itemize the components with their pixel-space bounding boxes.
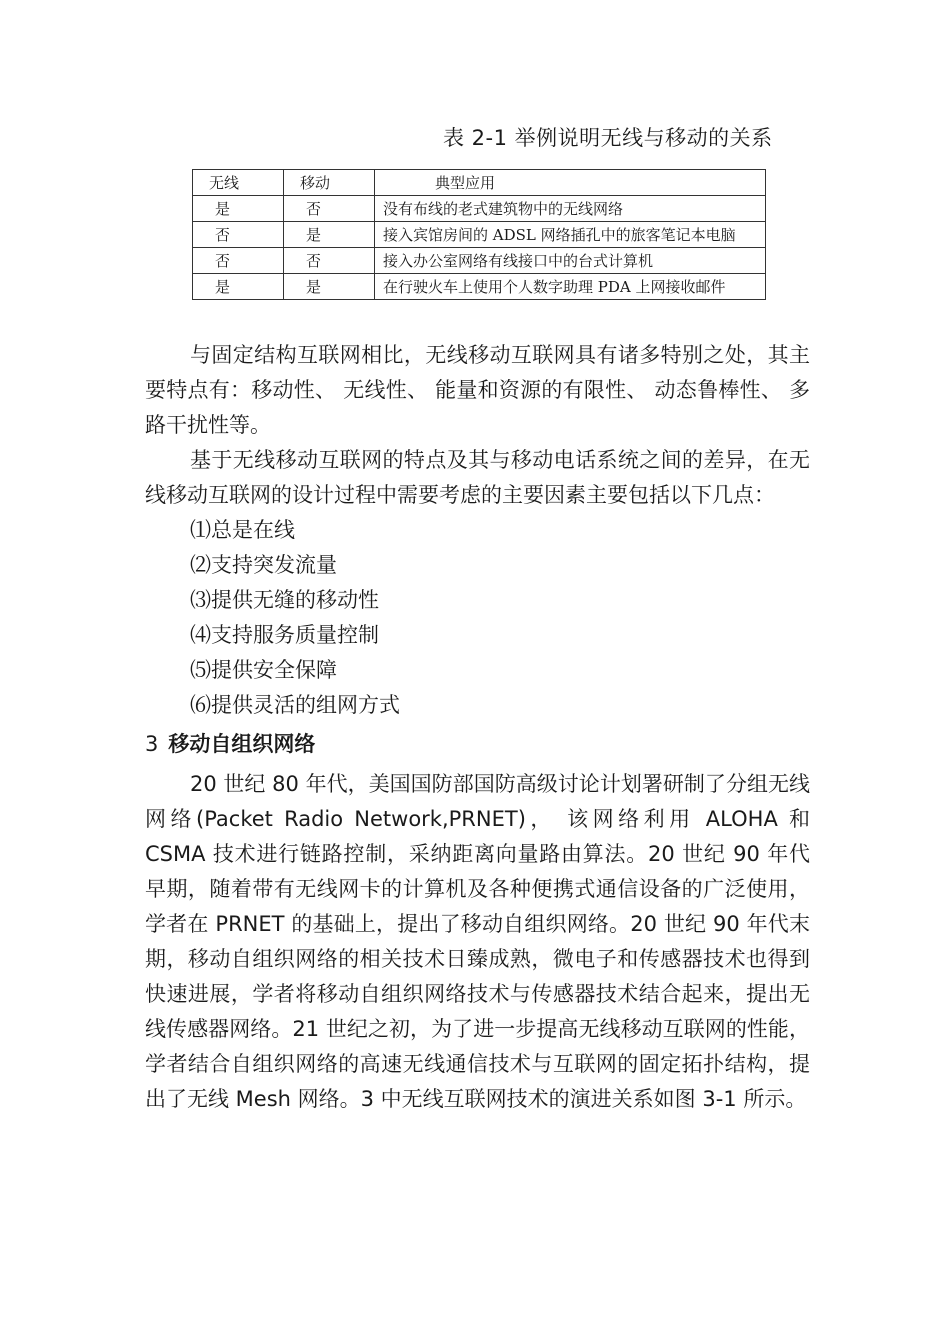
header-mobile: 移动 <box>284 170 375 196</box>
cell-application: 接入宾馆房间的 ADSL 网络插孔中的旅客笔记本电脑 <box>375 222 766 248</box>
cell-application: 没有布线的老式建筑物中的无线网络 <box>375 196 766 222</box>
cell-mobile: 是 <box>284 274 375 300</box>
table-row <box>193 248 766 274</box>
list-item: ⑹提供灵活的组网方式 <box>190 693 400 717</box>
paragraph-manet-history: 20 世纪 80 年代，美国国防部国防高级讨论计划署研制了分组无线网络(Packet Radio Network,PRNET)， 该网络利用 ALOHA 和 CSMA 技术进行链路控制，采纳距离向量路由算法。20 世纪 90 年代早期，随着带有无线网卡的计算机及各种便携式通信设备的广泛使用，学者在 PRNET 的基础上，提出了移动自组织网络。20 世纪 90 年代末期，移动自组织网络的相关技术日臻成熟，微电子和传感器技术也得到快速进展，学者将移动自组织网络技术与传感器技术结合起来，提出无线传感器网络。21 世纪之初，为了进一步提高无线移动互联网的性能，学者结合自组织网络的高速无线通信技术与互联网的固定拓扑结构，提出了无线 Mesh 网络。3 中无线互联网技术的演进关系如图 3-1 所示。 <box>145 772 810 1111</box>
section-title: 移动自组织网络 <box>168 732 316 756</box>
table-caption: 表 2-1 举例说明无线与移动的关系 <box>443 126 773 150</box>
list-item: ⑷支持服务质量控制 <box>190 623 379 647</box>
list-item: ⑴总是在线 <box>190 518 295 542</box>
section-number: 3 <box>145 732 159 756</box>
cell-mobile: 否 <box>284 196 375 222</box>
list-item: ⑶提供无缝的移动性 <box>190 588 379 612</box>
cell-application: 接入办公室网络有线接口中的台式计算机 <box>375 248 766 274</box>
table-row <box>193 222 766 248</box>
header-wireless: 无线 <box>193 170 284 196</box>
cell-wireless: 否 <box>193 248 284 274</box>
table-row <box>193 196 766 222</box>
table-row <box>193 274 766 300</box>
cell-wireless: 是 <box>193 274 284 300</box>
cell-wireless: 否 <box>193 222 284 248</box>
cell-wireless: 是 <box>193 196 284 222</box>
table-header-row <box>193 170 766 196</box>
paragraph-design-factors: 基于无线移动互联网的特点及其与移动电话系统之间的差异，在无线移动互联网的设计过程中需要考虑的主要因素主要包括以下几点： <box>145 448 810 507</box>
header-application: 典型应用 <box>375 170 766 196</box>
paragraph-features: 与固定结构互联网相比，无线移动互联网具有诸多特别之处，其主要特点有：移动性、 无线性、 能量和资源的有限性、 动态鲁棒性、 多路干扰性等。 <box>145 343 810 437</box>
list-item: ⑵支持突发流量 <box>190 553 337 577</box>
list-item: ⑸提供安全保障 <box>190 658 337 682</box>
section-heading <box>145 727 810 762</box>
wireless-mobile-table <box>192 169 766 300</box>
body-content <box>145 338 810 1117</box>
cell-mobile: 否 <box>284 248 375 274</box>
cell-mobile: 是 <box>284 222 375 248</box>
cell-application: 在行驶火车上使用个人数字助理 PDA 上网接收邮件 <box>375 274 766 300</box>
